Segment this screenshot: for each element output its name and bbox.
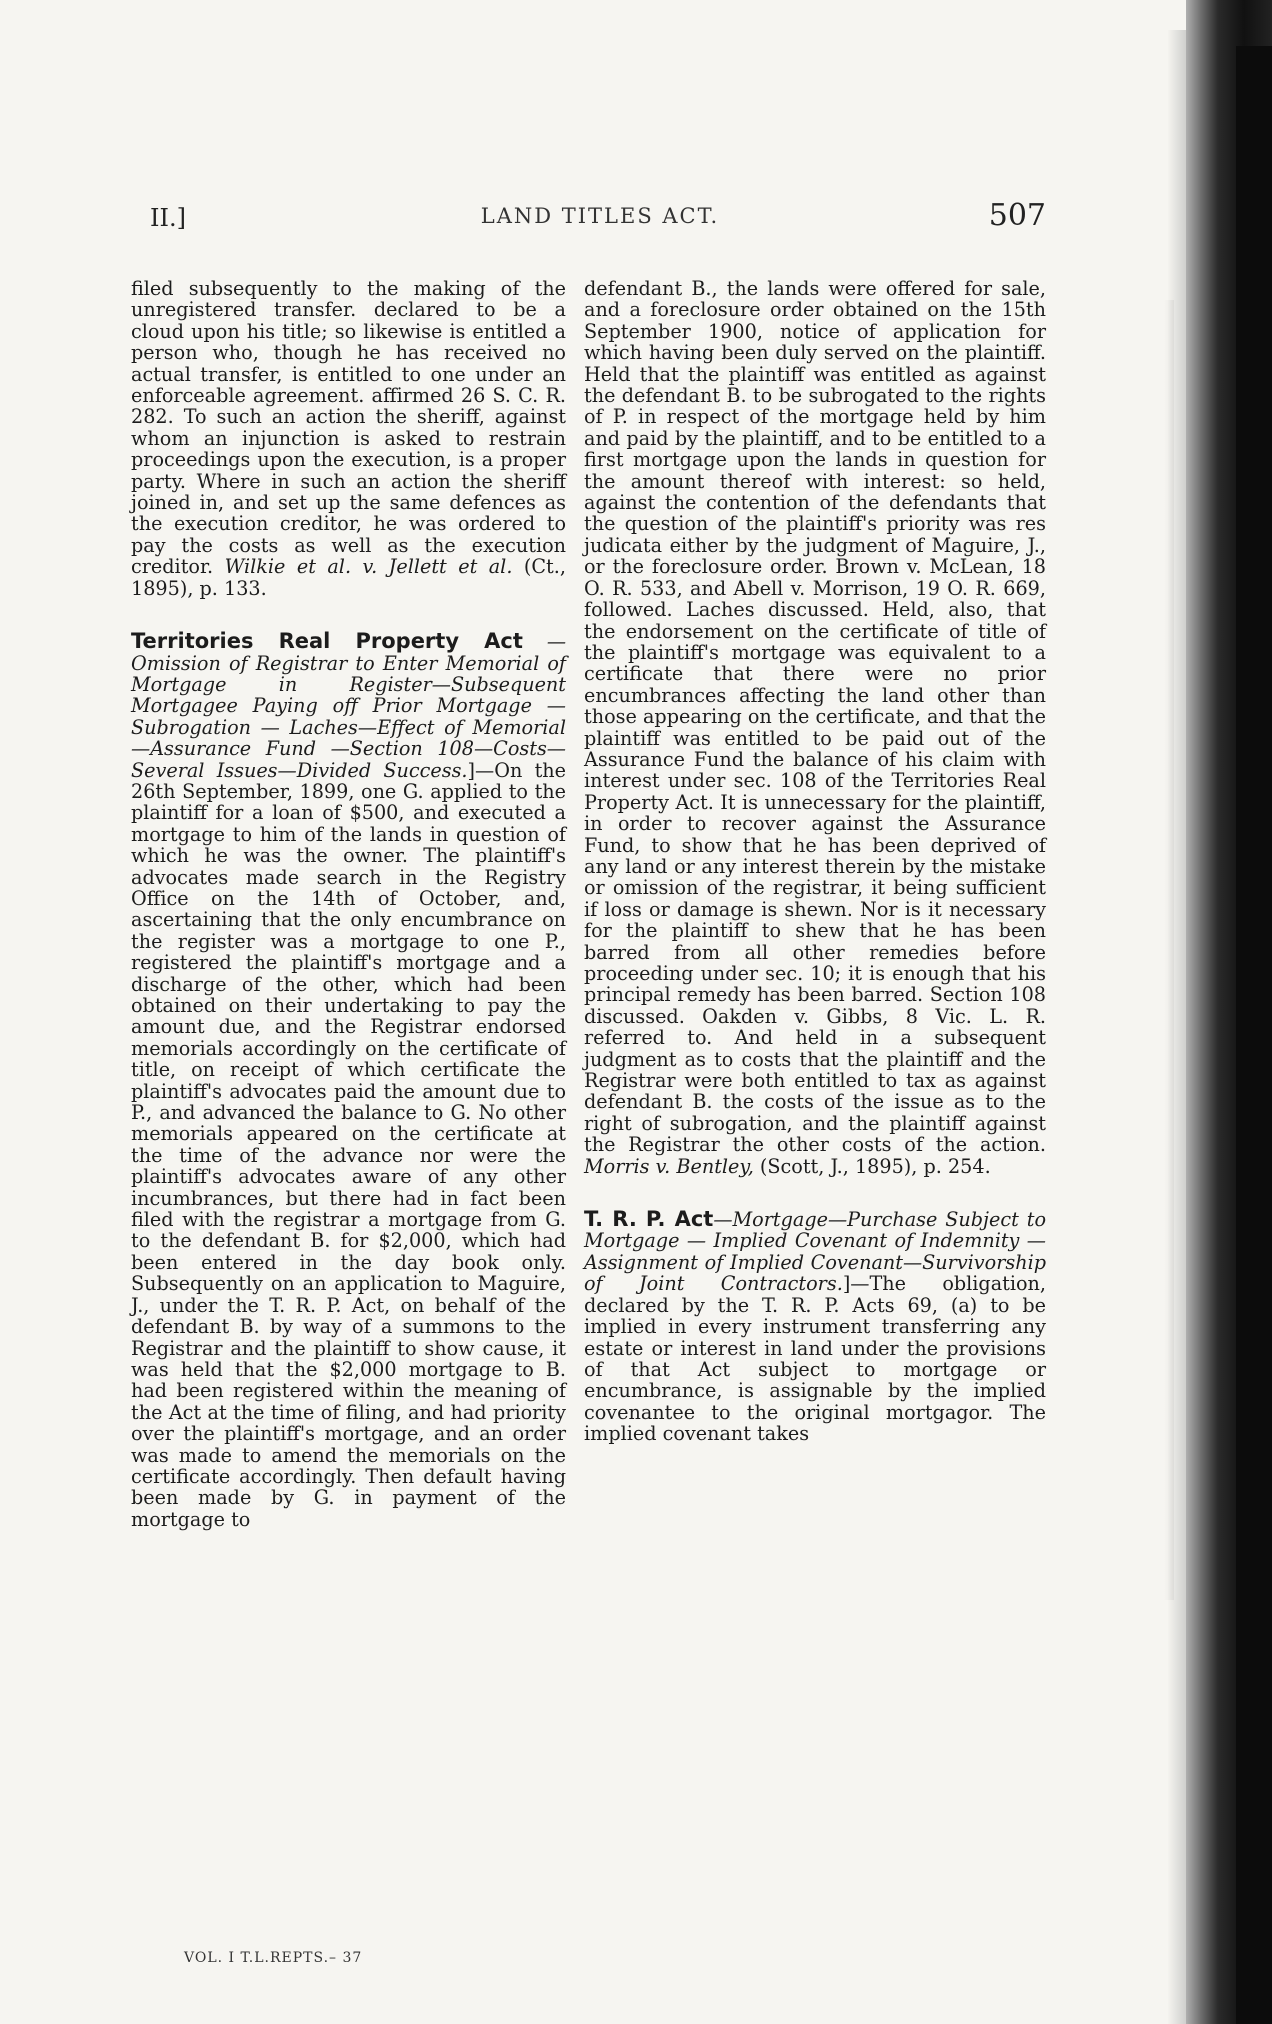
- section-body: ]—The obligation, declared by the T. R. P. Acts 69, (a) to be implied in every instrument transferring any estate or interest in land under the provisions of that Act subject to mortgage or encumbrance, is assignable by the implied covenantee to the original mortgagor. The implied covenant takes: [584, 1272, 1047, 1446]
- left-para-continued: [131, 278, 566, 599]
- section-territories-real-property-act: [131, 631, 566, 1530]
- section-heading: T. R. P. Act: [584, 1207, 714, 1232]
- right-para-citation: (Scott, J., 1895), p. 254.: [759, 1154, 991, 1178]
- left-para-text: filed subsequently to the making of the unregistered transfer. declared to be a cloud upon his title; so likewise is entitled a person who, though he has received no actual transfer, is entitled to one under an enforceable agreement. affirmed 26 S. C. R. 282. To such an action the sheriff, against whom an injunction is asked to restrain proceedings upon the execution, is a proper party. Where in such an action the sheriff joined in, and set up the same defences as the execution creditor, he was ordered to pay the costs as well as the execution creditor.: [131, 277, 566, 579]
- volume-footer: VOL. I T.L.REPTS.– 37: [184, 1950, 363, 1966]
- section-heading: Territories Real Property Act: [131, 629, 523, 654]
- right-para-case-name: Morris v. Bentley,: [584, 1154, 754, 1178]
- page-fold-shade: [1164, 300, 1174, 1600]
- header-title: LAND TITLES ACT.: [480, 204, 720, 228]
- page-number: 507: [988, 198, 1046, 233]
- running-header: [150, 198, 1046, 244]
- scan-dark-strip: [1236, 46, 1272, 2024]
- section-trp-act: [584, 1209, 1046, 1444]
- left-column: [131, 278, 566, 1530]
- section-subjects: —Omission of Registrar to Enter Memorial of Mortgage in Register—Subsequent Mortgagee Paying off Prior Mortgage — Subrogation — Laches—Effect of Memorial—Assurance Fund —Section 108—Costs—Several Issues—Divided Success.: [131, 630, 566, 782]
- right-para-continued: [584, 278, 1046, 1177]
- section-body: ]—On the 26th September, 1899, one G. applied to the plaintiff for a loan of $500, and executed a mortgage to him of the lands in question of which he was the owner. The plaintiff's advocates made search in the Registry Office on the 14th of October, and, ascertaining that the only encumbrance on the register was a mortgage to one P., registered the plaintiff's mortgage and a discharge of the other, which had been obtained on their undertaking to pay the amount due, and the Registrar endorsed memorials accordingly on the certificate of title, on receipt of which certificate the plaintiff's advocates paid the amount due to P., and advanced the balance to G. No other memorials appeared on the certificate at the time of the advance nor were the plaintiff's advocates aware of any other incumbrances, but there had in fact been filed with the registrar a mortgage from G. to the defendant B. for $2,000, which had been entered in the day book only. Subsequently on an application to Maguire, J., under the T. R. P. Act, on behalf of the defendant B. by way of a summons to the Registrar and the plaintiff to show cause, it was held that the $2,000 mortgage to B. had been registered within the meaning of the Act at the time of filing, and had priority over the plaintiff's mortgage, and an order was made to amend the memorials on the certificate accordingly. Then default having been made by G. in payment of the mortgage to: [131, 758, 566, 1531]
- left-para-citation: (Ct., 1895), p. 133.: [131, 555, 566, 600]
- right-column: [584, 278, 1046, 1445]
- left-para-case-name: Wilkie et al. v. Jellett et al.: [224, 555, 513, 579]
- section-subjects: —Mortgage—Purchase Subject to Mortgage — Implied Covenant of Indemnity — Assignment of Implied Covenant—Survivorship of Joint Contractors.: [584, 1208, 1046, 1296]
- header-chapter: II.]: [150, 204, 186, 232]
- right-para-text: defendant B., the lands were offered for sale, and a foreclosure order obtained on the 15th September 1900, notice of application for which having been duly served on the plaintiff. Held that the plaintiff was entitled as against the defendant B. to be subrogated to the rights of P. in respect of the mortgage held by him and paid by the plaintiff, and to be entitled to a first mortgage upon the lands in question for the amount thereof with interest: so held, against the contention of the defendants that the question of the plaintiff's priority was res judicata either by the judgment of Maguire, J., or the foreclosure order. Brown v. McLean, 18 O. R. 533, and Abell v. Morrison, 19 O. R. 669, followed. Laches discussed. Held, also, that the endorsement on the certificate of title of the plaintiff's mortgage was equivalent to a certificate that there were no prior encumbrances affecting the land other than those appearing on the certificate, and that the plaintiff was entitled to be paid out of the Assurance Fund the balance of his claim with interest under sec. 108 of the Territories Real Property Act. It is unnecessary for the plaintiff, in order to recover against the Assurance Fund, to show that he has been deprived of any land or any interest therein by the mistake or omission of the registrar, it being sufficient if loss or damage is shewn. Nor is it necessary for the plaintiff to shew that he has been barred from all other remedies before proceeding under sec. 10; it is enough that his principal remedy has been barred. Section 108 discussed. Oakden v. Gibbs, 8 Vic. L. R. referred to. And held in a subsequent judgment as to costs that the plaintiff and the Registrar were both entitled to tax as against defendant B. the costs of the issue as to the right of subrogation, and the plaintiff against the Registrar the other costs of the action.: [584, 277, 1046, 1157]
